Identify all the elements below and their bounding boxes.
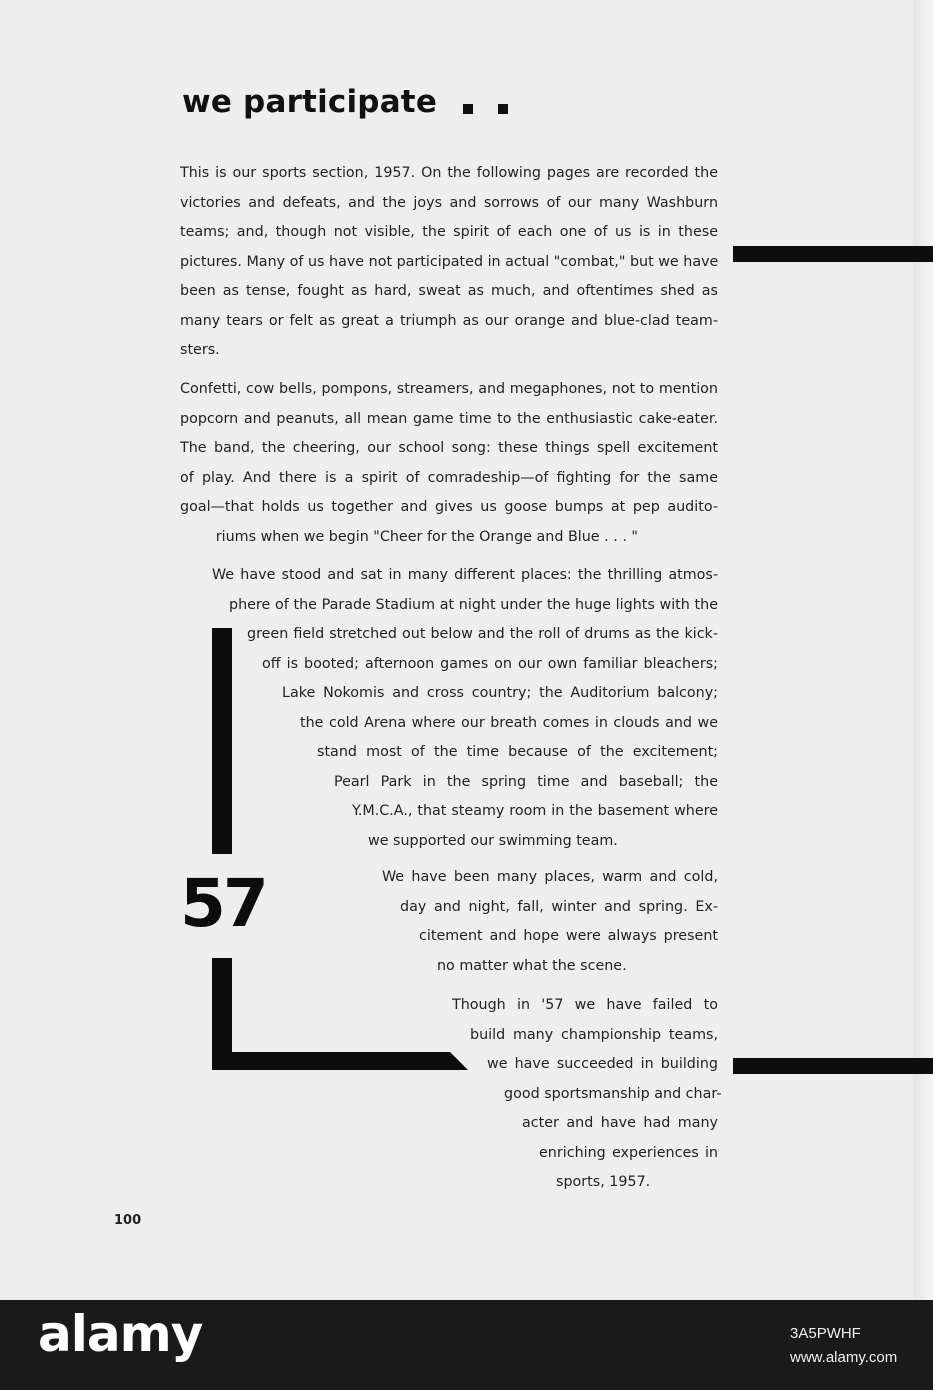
text-line: no matter what the scene.: [437, 957, 627, 974]
text-line: riums when we begin "Cheer for the Orange and Blue . . . ": [215, 528, 638, 545]
text-line: Though in '57 we have failed to: [452, 997, 718, 1013]
paragraph-game-time: [180, 375, 718, 552]
text-line: goal—that holds us together and gives us goose bumps at pep audito-: [180, 499, 718, 515]
bracket-foot: [212, 1052, 468, 1070]
text-line: We have stood and sat in many different places: the thrilling atmos-: [212, 567, 718, 583]
title-square-2: [498, 104, 508, 114]
paragraph-places: [212, 561, 718, 856]
text-line: popcorn and peanuts, all mean game time to the enthusiastic cake-eater.: [180, 410, 718, 427]
text-line: sports, 1957.: [556, 1174, 651, 1190]
text-line: victories and defeats, and the joys and sorrows of our many Washburn: [180, 194, 718, 211]
right-margin-bar-bottom: [733, 1058, 933, 1074]
text-line: acter and have had many: [522, 1115, 718, 1131]
right-margin-bar-top: [733, 246, 933, 262]
page-edge: [913, 0, 933, 1300]
text-line: teams; and, though not visible, the spirit of each one of us is in these: [180, 224, 718, 240]
text-line: citement and hope were always present: [419, 928, 718, 944]
text-line: pictures. Many of us have not participated in actual "combat," but we have: [180, 253, 719, 270]
text-line: we supported our swimming team.: [368, 832, 618, 849]
section-title: we participate: [182, 84, 438, 120]
text-line: of play. And there is a spirit of comradeship—of fighting for the same: [180, 469, 718, 486]
text-line: phere of the Parade Stadium at night under the huge lights with the: [229, 596, 718, 613]
text-line: been as tense, fought as hard, sweat as much, and oftentimes shed as: [180, 283, 718, 299]
text-line: many tears or felt as great a triumph as our orange and blue-clad team-: [180, 312, 718, 329]
text-line: The band, the cheering, our school song: these things spell excitement: [180, 440, 718, 456]
text-line: Pearl Park in the spring time and baseball; the: [334, 773, 718, 790]
paragraph-closing: [452, 991, 722, 1198]
text-line: good sportsmanship and char-: [504, 1085, 722, 1102]
watermark-logo: alamy: [38, 1305, 203, 1363]
paragraph-intro: [180, 159, 718, 366]
text-line: Confetti, cow bells, pompons, streamers, and megaphones, not to mention: [180, 381, 718, 397]
year-mark: 57: [180, 865, 266, 942]
text-line: This is our sports section, 1957. On the following pages are recorded the: [180, 165, 718, 181]
text-line: the cold Arena where our breath comes in clouds and we: [300, 714, 718, 731]
title-square-1: [463, 104, 473, 114]
text-line: We have been many places, warm and cold,: [382, 869, 718, 885]
text-line: day and night, fall, winter and spring. Ex-: [400, 898, 718, 915]
bracket-vertical-top: [212, 628, 232, 854]
text-line: enriching experiences in: [539, 1144, 718, 1161]
text-line: Lake Nokomis and cross country; the Auditorium balcony;: [282, 685, 718, 701]
text-line: Y.M.C.A., that steamy room in the basement where: [352, 803, 718, 819]
watermark-url: www.alamy.com: [790, 1349, 898, 1366]
text-line: we have succeeded in building: [487, 1056, 718, 1072]
text-line: off is booted; afternoon games on our own familiar bleachers;: [262, 655, 718, 672]
text-line: sters.: [180, 342, 220, 358]
text-line: stand most of the time because of the excitement;: [317, 744, 718, 760]
page-number: 100: [114, 1213, 142, 1228]
watermark-image-id: 3A5PWHF: [790, 1325, 861, 1342]
text-line: green field stretched out below and the roll of drums as the kick-: [247, 626, 718, 642]
text-line: build many championship teams,: [470, 1026, 718, 1043]
paragraph-many-places: [382, 863, 718, 981]
